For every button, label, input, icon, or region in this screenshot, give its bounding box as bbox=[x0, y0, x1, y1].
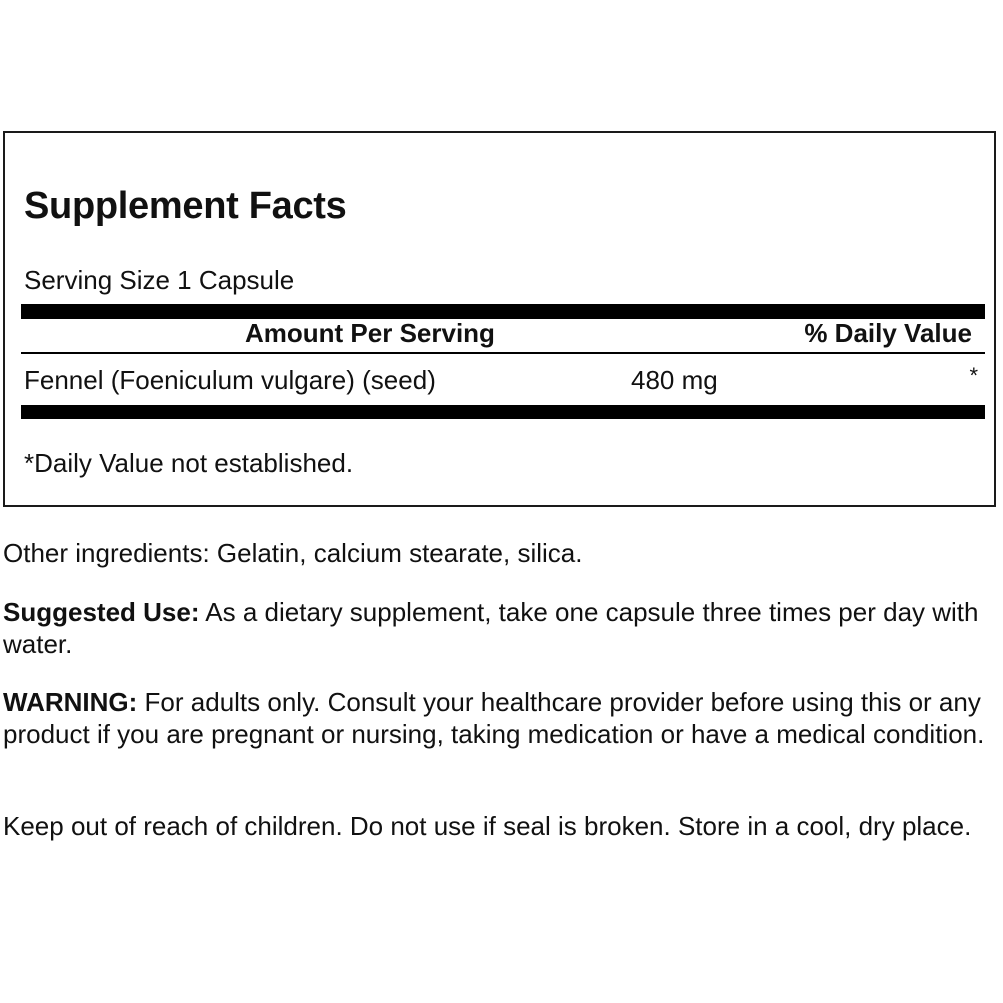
suggested-use bbox=[3, 596, 999, 660]
amount-per-serving-header: Amount Per Serving bbox=[245, 318, 495, 348]
serving-size: Serving Size 1 Capsule bbox=[24, 265, 295, 295]
supplement-facts-panel bbox=[3, 131, 996, 507]
header-divider bbox=[21, 352, 985, 354]
ingredient-name: Fennel (Foeniculum vulgare) (seed) bbox=[24, 365, 436, 395]
daily-value-header: % Daily Value bbox=[804, 318, 972, 348]
suggested-use-text: As a dietary supplement, take one capsule three times per day with water. bbox=[3, 597, 979, 659]
thick-divider-top bbox=[21, 304, 985, 319]
daily-value-footnote: *Daily Value not established. bbox=[24, 448, 354, 478]
other-ingredients: Other ingredients: Gelatin, calcium stearate, silica. bbox=[3, 538, 583, 568]
thick-divider-bottom bbox=[21, 405, 985, 419]
facts-title: Supplement Facts bbox=[24, 185, 347, 227]
warning bbox=[3, 686, 999, 750]
warning-text: For adults only. Consult your healthcare provider before using this or any product if you are pregnant or nursing, taking medication or have a medical condition. bbox=[3, 687, 985, 749]
warning-label: WARNING: bbox=[3, 687, 138, 717]
ingredient-amount: 480 mg bbox=[631, 365, 718, 395]
suggested-use-label: Suggested Use: bbox=[3, 597, 200, 627]
storage-instructions: Keep out of reach of children. Do not use if seal is broken. Store in a cool, dry place. bbox=[3, 811, 972, 841]
ingredient-daily-value: * bbox=[969, 363, 978, 388]
